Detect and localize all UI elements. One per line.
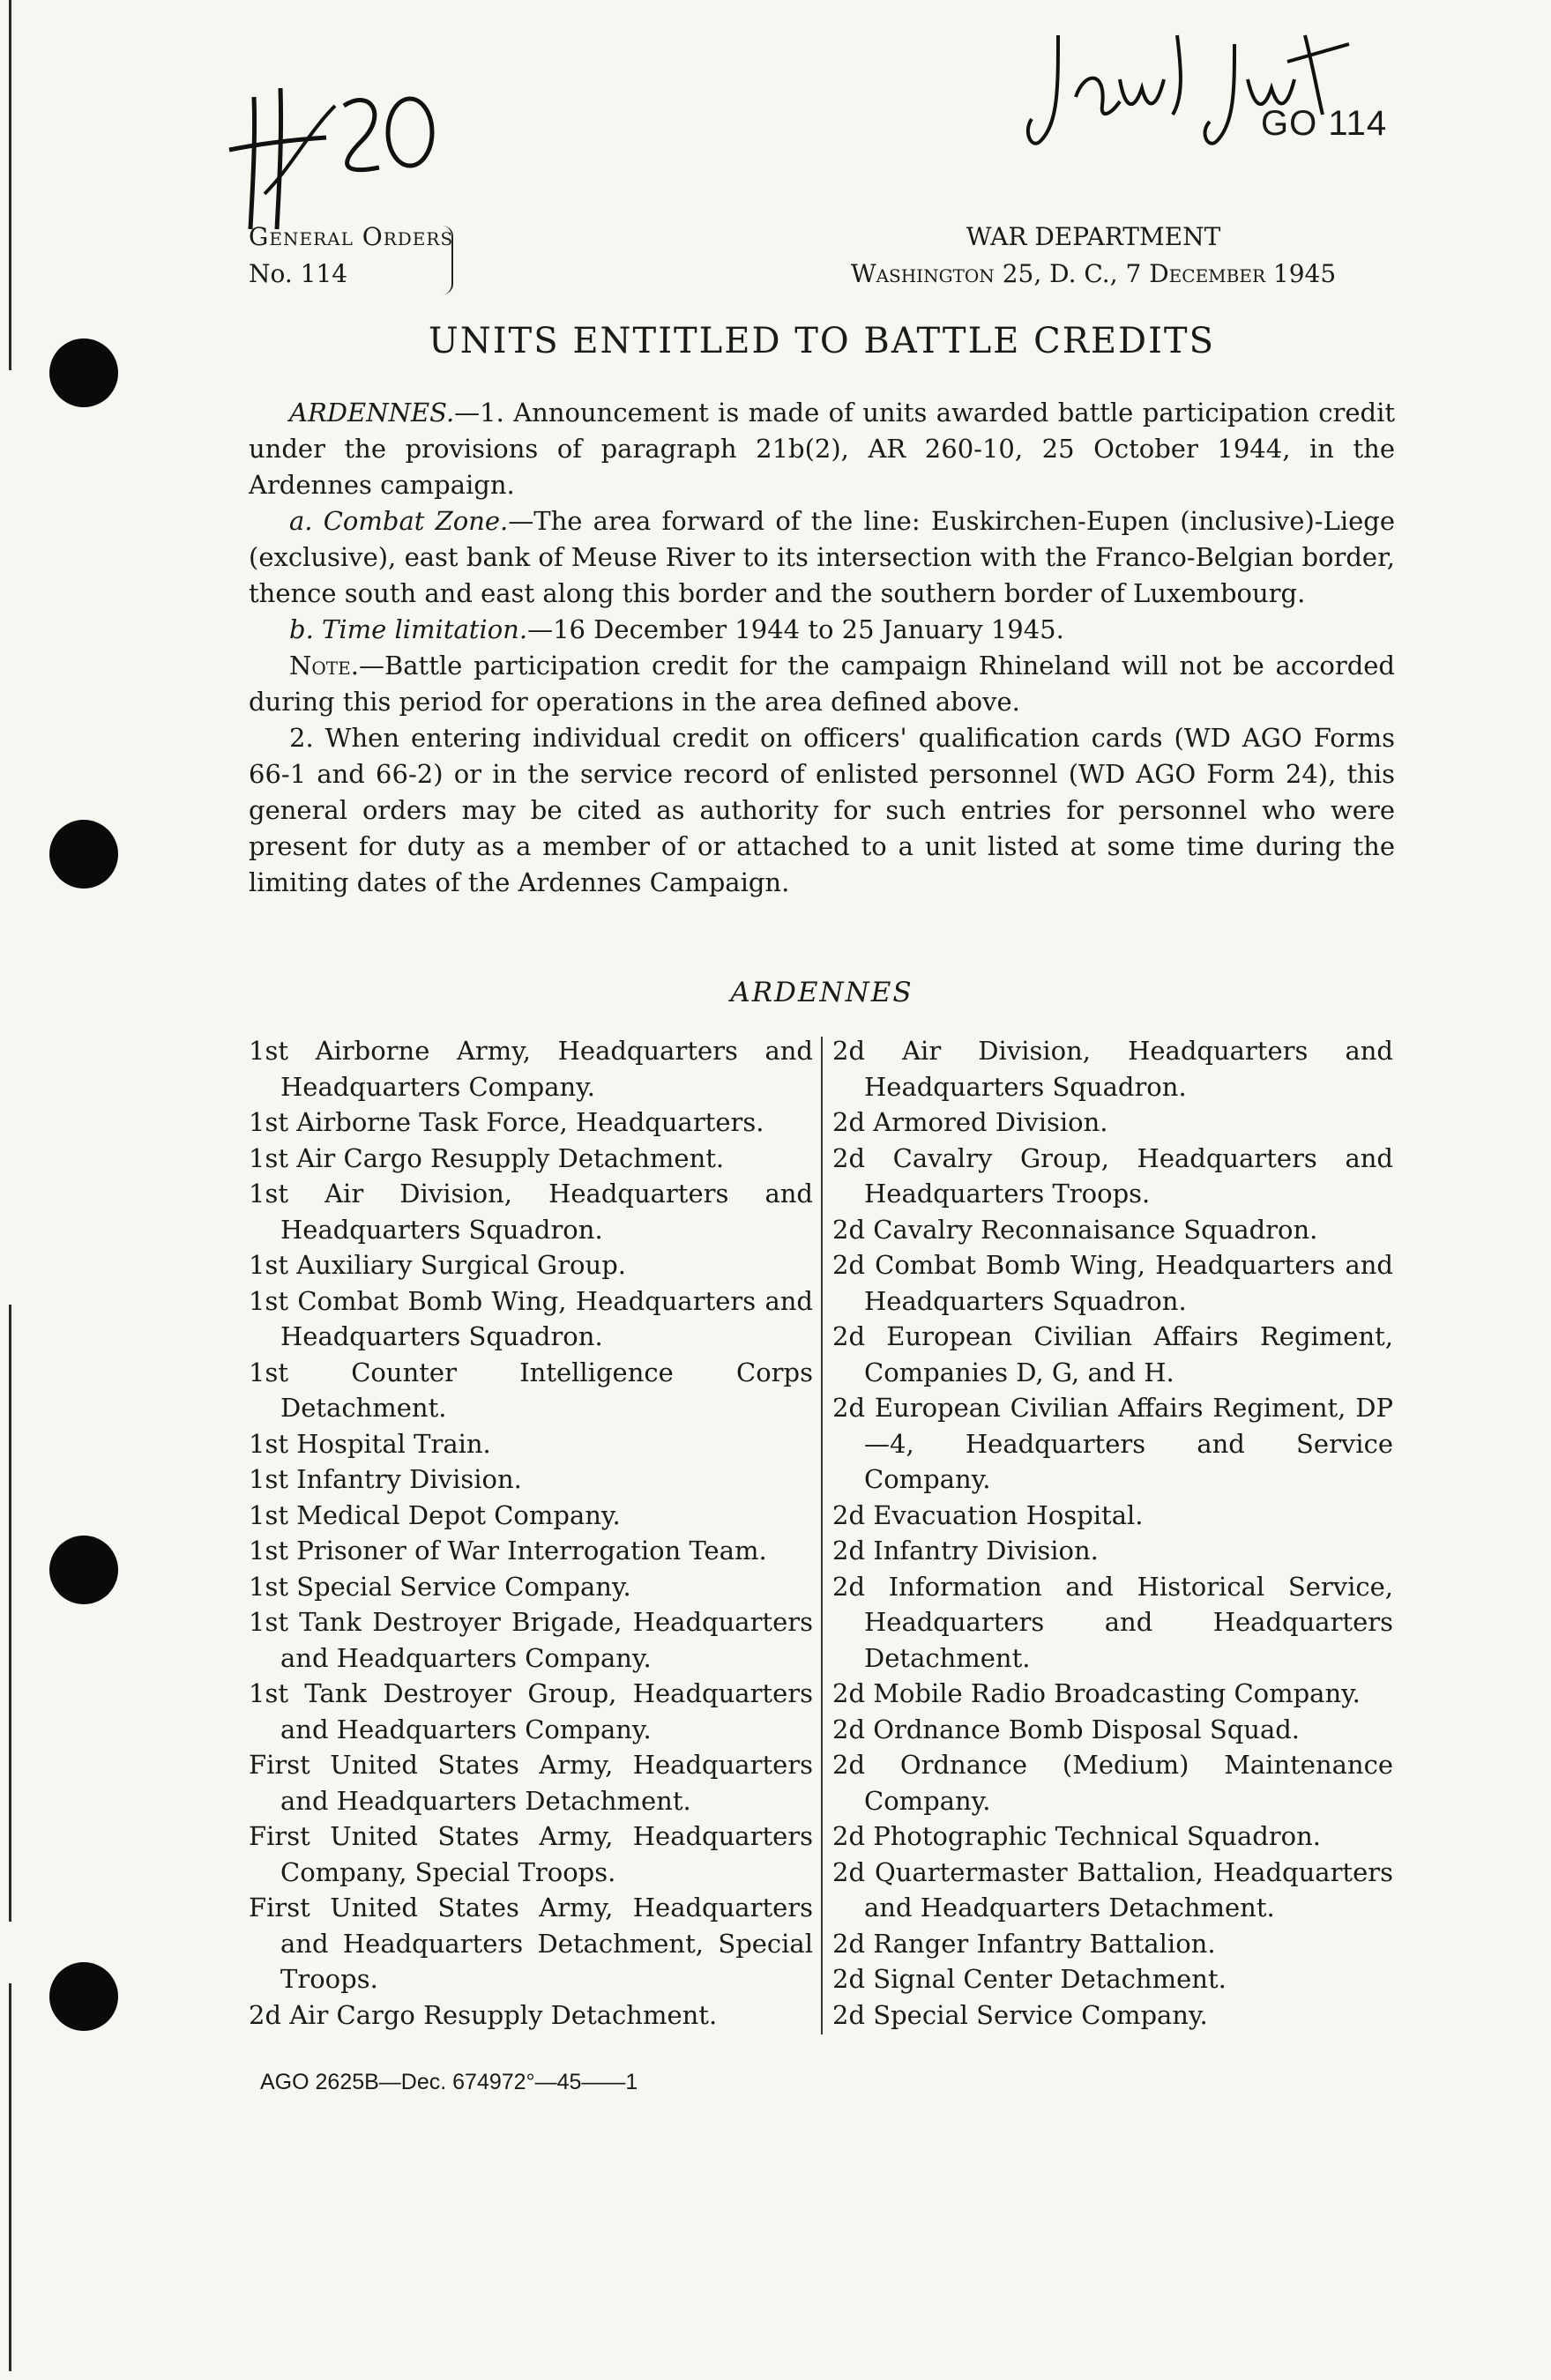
place-date: Washington 25, D. C., 7 December 1945 — [850, 259, 1337, 288]
unit-list-item: 2d Photographic Technical Squadron. — [832, 1821, 1322, 1851]
paragraph-text: 2. When entering individual credit on officers' qualification cards (WD AGO Forms 66-1 and 66-2) or in the service record of enlisted personnel (WD AGO Form 24), this general orders may be cited as authority for such entries for personnel who were present for duty as a member of or attached to a unit listed at some time during the limiting dates of the Ardennes Campaign. — [249, 723, 1395, 897]
unit-list-item: First United States Army, Headquarters and Headquarters Detachment. — [249, 1750, 813, 1816]
units-list-left — [249, 1033, 813, 2033]
unit-list-item: 1st Air Division, Headquarters and Headquarters Squadron. — [249, 1179, 813, 1245]
unit-list-item: 1st Medical Depot Company. — [249, 1499, 621, 1530]
paragraph-time-limitation — [249, 612, 1395, 648]
unit-list-item: 2d European Civilian Affairs Regiment, Companies D, G, and H. — [832, 1321, 1393, 1387]
order-number-block — [249, 219, 453, 293]
unit-list-item: 1st Counter Intelligence Corps Detachment. — [249, 1357, 813, 1423]
paragraph-lead: a. Combat Zone. — [289, 506, 509, 536]
unit-list-item: 2d Ordnance Bomb Disposal Squad. — [832, 1714, 1301, 1744]
note-lead: Note. — [289, 651, 359, 681]
unit-list-item: 2d Quartermaster Battalion, Headquarters and Headquarters Detachment. — [832, 1856, 1393, 1923]
unit-list-item: 1st Tank Destroyer Group, Headquarters and Headquarters Company. — [249, 1678, 813, 1744]
paragraph-lead: ARDENNES. — [289, 398, 455, 428]
punch-hole — [49, 1962, 118, 2031]
punch-hole — [49, 338, 118, 407]
unit-list-item: 2d Air Cargo Resupply Detachment. — [249, 1999, 718, 2030]
scan-edge-line — [9, 0, 11, 370]
paragraph-text: —The area forward of the line: Euskirchen-Eupen (inclusive)-Liege (exclusive), east bank of Meuse River to its intersection with the Franco-Belgian border, thence south and east along this border and the southern border of Luxembourg. — [249, 506, 1395, 608]
unit-list-item: 1st Tank Destroyer Brigade, Headquarters and Headquarters Company. — [249, 1607, 813, 1673]
unit-list-item: 1st Special Service Company. — [249, 1571, 631, 1602]
unit-list-item: 2d Combat Bomb Wing, Headquarters and Headquarters Squadron. — [832, 1250, 1393, 1316]
unit-list-item: First United States Army, Headquarters Company, Special Troops. — [249, 1821, 813, 1887]
unit-list-item: 2d Mobile Radio Broadcasting Company. — [832, 1678, 1361, 1708]
unit-list-item: 2d Cavalry Reconnaisance Squadron. — [832, 1214, 1318, 1245]
unit-list-item: First United States Army, Headquarters and Headquarters Detachment, Special Troops. — [249, 1893, 813, 1994]
footer-code: AGO 2625B—Dec. 674972°—45——1 — [260, 2070, 638, 2094]
punch-hole — [49, 820, 118, 889]
unit-list-item: 1st Infantry Division. — [249, 1464, 522, 1494]
unit-list-item: 2d Special Service Company. — [832, 1999, 1208, 2030]
unit-list-item: 2d Ordnance (Medium) Maintenance Company. — [832, 1750, 1393, 1816]
unit-list-item: 2d Infantry Division. — [832, 1536, 1099, 1566]
list-title: ARDENNES — [730, 977, 913, 1008]
body-text — [249, 395, 1395, 901]
unit-list-item: 2d Ranger Infantry Battalion. — [832, 1928, 1216, 1959]
department-name: WAR DEPARTMENT — [966, 222, 1221, 251]
paragraph-text: —Battle participation credit for the campaign Rhineland will not be accorded during this period for operations in the area defined above. — [249, 651, 1395, 717]
paragraph-text: —16 December 1944 to 25 January 1945. — [527, 614, 1064, 644]
unit-list-item: 2d Signal Center Detachment. — [832, 1964, 1227, 1994]
units-list-right — [832, 1033, 1393, 2033]
scan-edge-line — [9, 1983, 11, 2371]
unit-list-item: 1st Air Cargo Resupply Detachment. — [249, 1142, 725, 1173]
paragraph-note — [249, 648, 1395, 720]
paragraph-text: —1. Announcement is made of units awarded battle participation credit under the provisions of paragraph 21b(2), AR 260-10, 25 October 1944, in the Ardennes campaign. — [249, 398, 1395, 500]
unit-list-item: 1st Airborne Task Force, Headquarters. — [249, 1107, 764, 1137]
paragraph-2 — [249, 720, 1395, 901]
unit-list-item: 2d Evacuation Hospital. — [832, 1499, 1144, 1530]
unit-list-item: 1st Combat Bomb Wing, Headquarters and Headquarters Squadron. — [249, 1285, 813, 1351]
unit-list-item: 1st Airborne Army, Headquarters and Headquarters Company. — [249, 1036, 813, 1102]
unit-list-item: 2d Information and Historical Service, Headquarters and Headquarters Detachment. — [832, 1571, 1393, 1673]
column-divider — [821, 1037, 823, 2034]
unit-list-item: 2d European Civilian Affairs Regiment, DP—4, Headquarters and Service Company. — [832, 1393, 1393, 1494]
form-id: GO 114 — [1261, 104, 1388, 143]
paragraph-combat-zone — [249, 503, 1395, 612]
order-number: No. 114 — [249, 259, 348, 288]
unit-list-item: 1st Prisoner of War Interrogation Team. — [249, 1536, 767, 1566]
brace-divider — [443, 226, 453, 294]
unit-list-item: 1st Hospital Train. — [249, 1428, 491, 1459]
unit-list-item: 2d Armored Division. — [832, 1107, 1108, 1137]
punch-hole — [49, 1536, 118, 1604]
handwritten-annotation-left — [212, 62, 459, 238]
department-block — [758, 219, 1428, 293]
page-title: UNITS ENTITLED TO BATTLE CREDITS — [429, 321, 1215, 361]
unit-list-item: 1st Auxiliary Surgical Group. — [249, 1250, 626, 1280]
order-type: General Orders — [249, 222, 454, 251]
paragraph-1 — [249, 395, 1395, 503]
paragraph-lead: b. Time limitation. — [289, 614, 528, 644]
scan-edge-line — [9, 1305, 11, 1922]
unit-list-item: 2d Air Division, Headquarters and Headquarters Squadron. — [832, 1036, 1393, 1102]
unit-list-item: 2d Cavalry Group, Headquarters and Headquarters Troops. — [832, 1142, 1393, 1209]
